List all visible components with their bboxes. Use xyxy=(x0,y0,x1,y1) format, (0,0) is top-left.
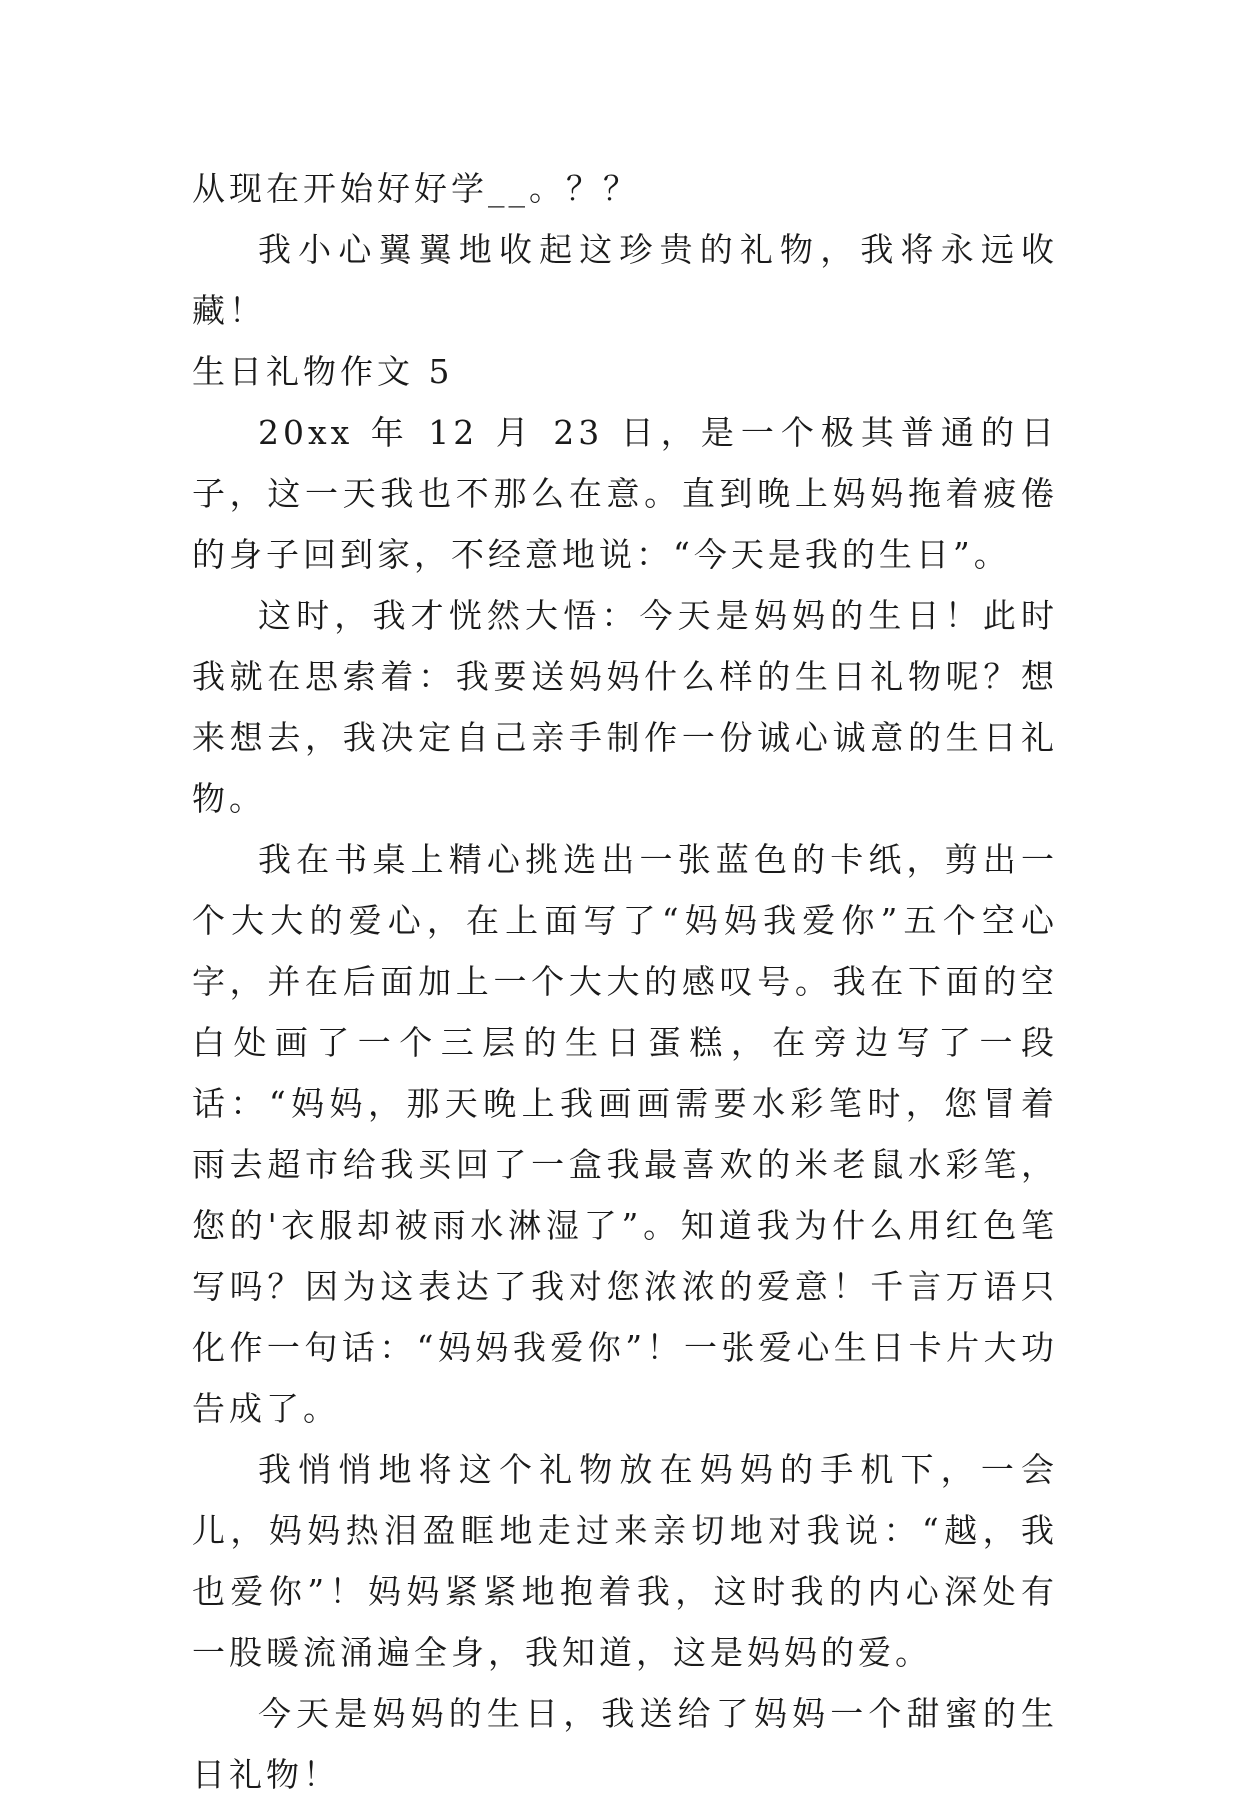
paragraph: 我在书桌上精心挑选出一张蓝色的卡纸，剪出一个大大的爱心，在上面写了“妈妈我爱你”五个空心字，并在后面加上一个大大的感叹号。我在下面的空白处画了一个三层的生日蛋糕，在旁边写了一段话：“妈妈，那天晚上我画画需要水彩笔时，您冒着雨去超市给我买回了一盒我最喜欢的米老鼠水彩笔，您的'衣服却被雨水淋湿了”。知道我为什么用红色笔写吗？因为这表达了我对您浓浓的爱意！千言万语只化作一句话：“妈妈我爱你”！一张爱心生日卡片大功告成了。 xyxy=(192,840,1058,1428)
paragraph: 今天是妈妈的生日，我送给了妈妈一个甜蜜的生日礼物！ xyxy=(192,1694,1058,1794)
paragraph: 我小心翼翼地收起这珍贵的礼物，我将永远收藏！ xyxy=(192,230,1058,330)
paragraph: 我悄悄地将这个礼物放在妈妈的手机下，一会儿，妈妈热泪盈眶地走过来亲切地对我说：“越，我也爱你”！妈妈紧紧地抱着我，这时我的内心深处有一股暖流涌遍全身，我知道，这是妈妈的爱。 xyxy=(192,1450,1058,1672)
essay-body xyxy=(192,158,1058,1805)
section-heading: 生日礼物作文 5 xyxy=(192,352,454,391)
paragraph-continuation: 从现在开始好好学__。？？ xyxy=(192,169,640,208)
paragraph: 这时，我才恍然大悟：今天是妈妈的生日！此时我就在思索着：我要送妈妈什么样的生日礼物呢？想来想去，我决定自己亲手制作一份诚心诚意的生日礼物。 xyxy=(192,596,1058,818)
paragraph: 20xx 年 12 月 23 日，是一个极其普通的日子，这一天我也不那么在意。直到晚上妈妈拖着疲倦的身子回到家，不经意地说：“今天是我的生日”。 xyxy=(192,413,1058,574)
